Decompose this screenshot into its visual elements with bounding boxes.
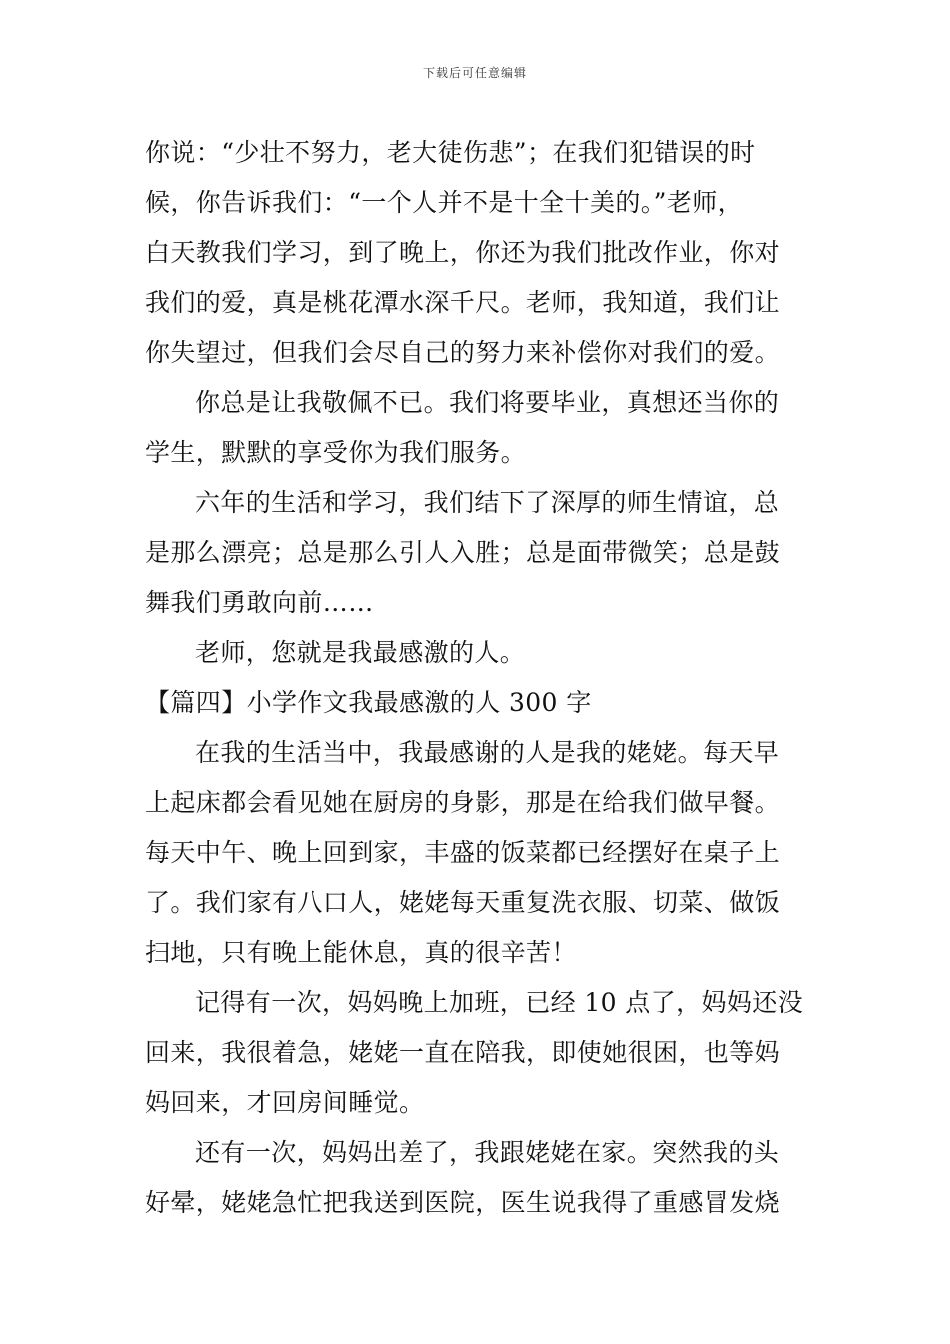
text-line: 候，你告诉我们：“一个人并不是十全十美的。”老师， [145, 188, 744, 217]
text-line: 扫地，只有晚上能休息，真的很辛苦！ [145, 938, 577, 967]
header-note: 下载后可任意编辑 [422, 66, 527, 80]
text-line: 好晕，姥姥急忙把我送到医院，医生说我得了重感冒发烧 [145, 1188, 781, 1217]
text-line: 白天教我们学习，到了晚上，你还为我们批改作业，你对 [145, 238, 781, 267]
text-line: 舞我们勇敢向前…… [145, 588, 374, 617]
document-body [145, 128, 807, 1228]
paragraph-start-line: 记得有一次，妈妈晚上加班，已经 10 点了，妈妈还没 [195, 988, 804, 1017]
paragraph-start-line: 老师，您就是我最感激的人。 [195, 638, 526, 667]
section-heading: 【篇四】小学作文我最感激的人 300 字 [145, 688, 592, 717]
text-line: 你说：“少壮不努力，老大徒伤悲”；在我们犯错误的时 [145, 138, 756, 167]
paragraph-start-line: 你总是让我敬佩不已。我们将要毕业，真想还当你的 [195, 388, 780, 417]
paragraph-start-line: 还有一次，妈妈出差了，我跟姥姥在家。突然我的头 [195, 1138, 780, 1167]
text-line: 每天中午、晚上回到家，丰盛的饭菜都已经摆好在桌子上 [145, 838, 781, 867]
paragraph-start-line: 在我的生活当中，我最感谢的人是我的姥姥。每天早 [195, 738, 780, 767]
text-line: 是那么漂亮；总是那么引人入胜；总是面带微笑；总是鼓 [145, 538, 781, 567]
text-line: 我们的爱，真是桃花潭水深千尺。老师，我知道，我们让 [145, 288, 781, 317]
paragraph-start-line: 六年的生活和学习，我们结下了深厚的师生情谊，总 [195, 488, 780, 517]
text-line: 妈回来，才回房间睡觉。 [145, 1088, 425, 1117]
text-line: 你失望过，但我们会尽自己的努力来补偿你对我们的爱。 [145, 338, 781, 367]
text-line: 学生，默默的享受你为我们服务。 [145, 438, 527, 467]
text-line: 回来，我很着急，姥姥一直在陪我，即使她很困，也等妈 [145, 1038, 781, 1067]
text-line: 了。我们家有八口人，姥姥每天重复洗衣服、切菜、做饭 [145, 888, 781, 917]
text-line: 上起床都会看见她在厨房的身影，那是在给我们做早餐。 [145, 788, 781, 817]
